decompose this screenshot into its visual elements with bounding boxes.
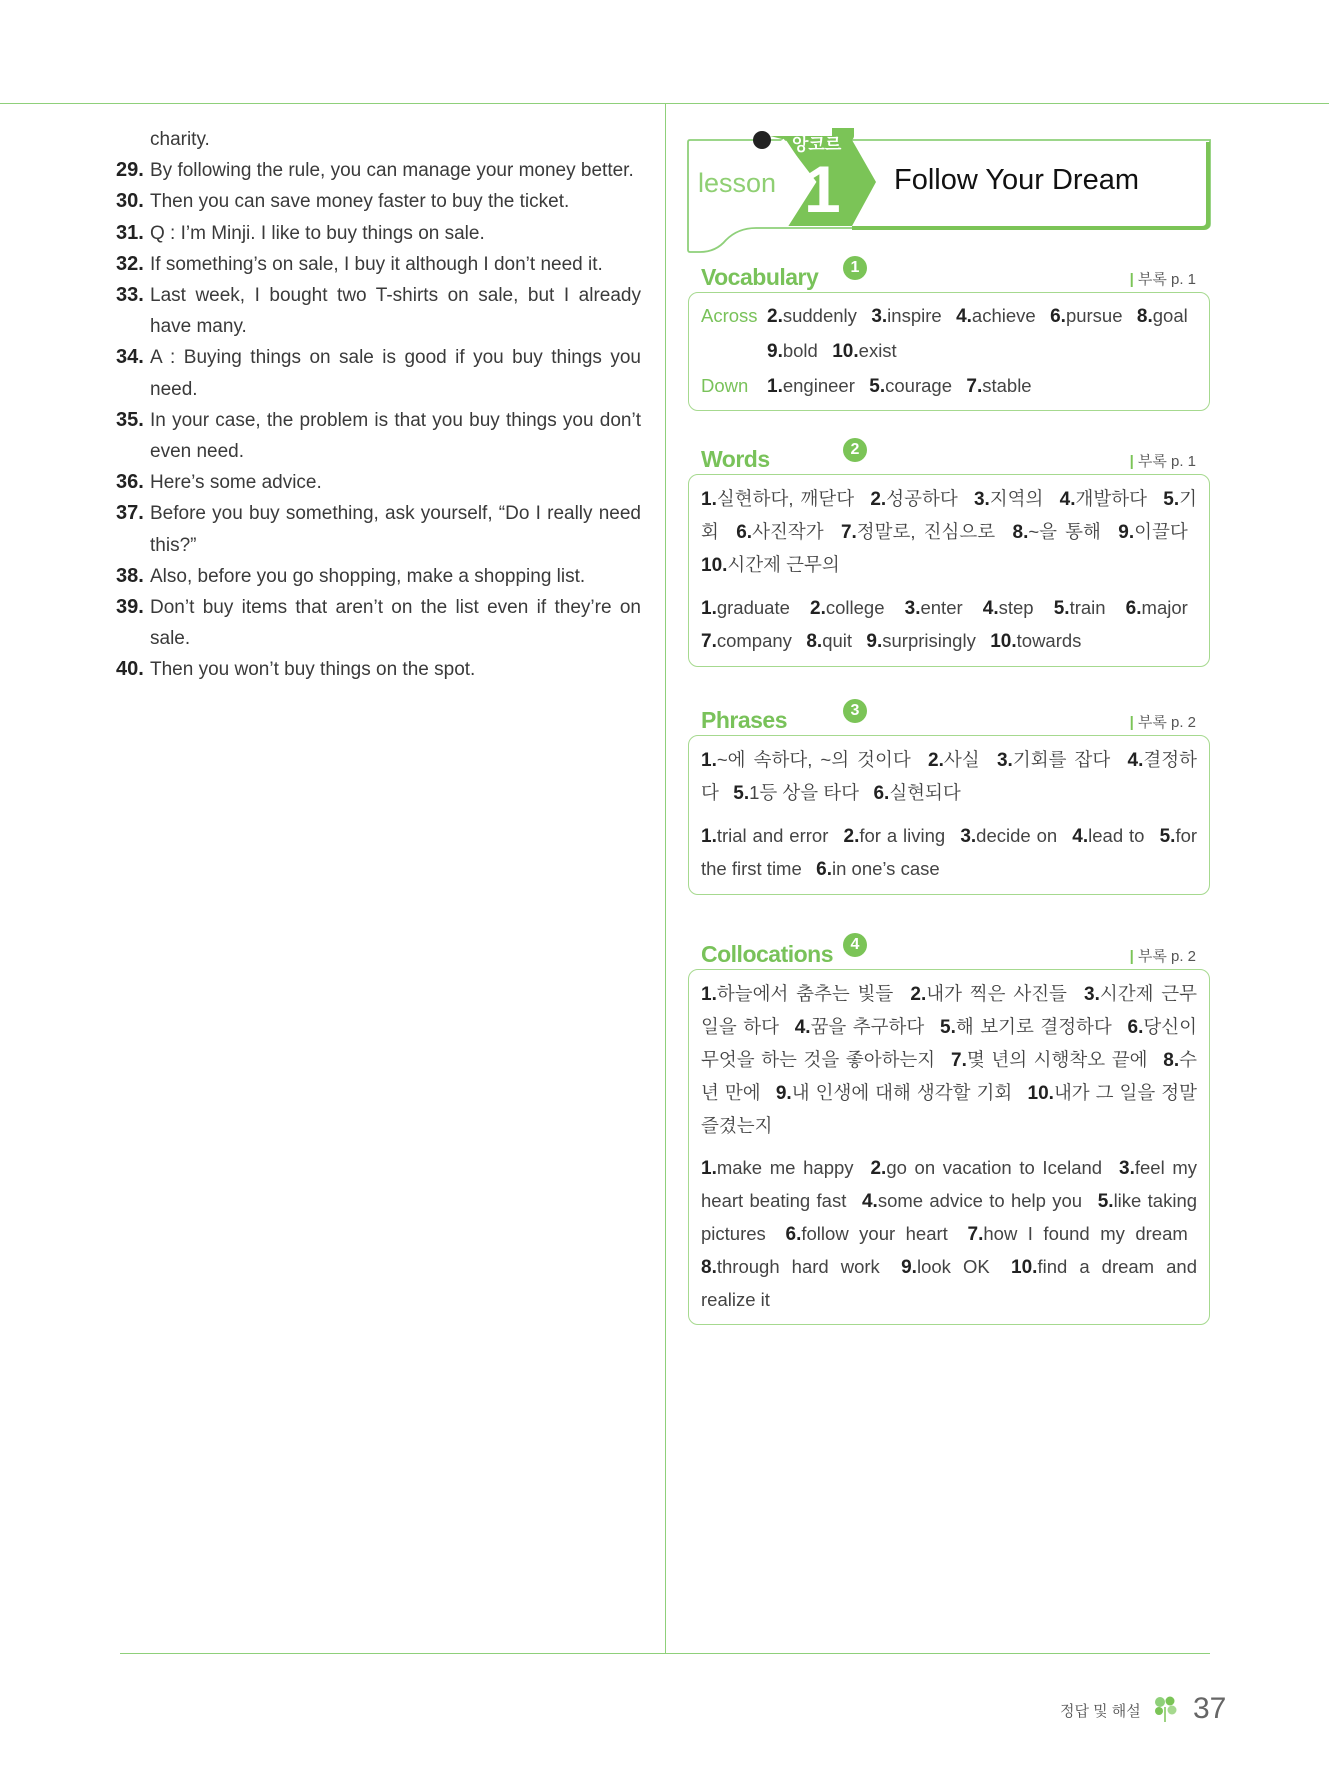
entry-number: 6.	[736, 522, 753, 543]
lesson-header	[686, 128, 1212, 254]
entry-text: college	[825, 597, 885, 618]
entry-text: 시간제 근무 일을 하다	[701, 983, 1198, 1037]
entry-number: 8.	[1012, 522, 1029, 543]
answer-entry	[997, 749, 1110, 770]
answer-number: 40.	[116, 658, 144, 681]
entry-number: 2.	[767, 306, 783, 327]
phrases-section	[688, 699, 1210, 895]
entry-text: through hard work	[716, 1256, 880, 1277]
entry-number: 5.	[1159, 826, 1176, 847]
answer-entry	[905, 597, 963, 618]
answer-text: Then you won’t buy things on the spot.	[150, 659, 476, 681]
entry-number: 9.	[901, 1257, 917, 1278]
entry-text: bold	[782, 340, 818, 361]
answer-entry	[966, 375, 1031, 396]
entry-number: 8.	[1163, 1050, 1180, 1071]
section-reference: | 부록 p. 2	[1129, 714, 1196, 731]
entry-number: 3.	[973, 489, 990, 510]
answer-item	[116, 592, 641, 654]
answer-entry	[701, 983, 893, 1004]
entry-text: achieve	[971, 305, 1036, 326]
entry-number: 1.	[701, 1158, 717, 1179]
answer-entry	[870, 1157, 1102, 1178]
entry-text: 정말로, 진심으로	[856, 521, 996, 542]
entry-number: 5.	[733, 783, 750, 804]
entry-number: 5.	[940, 1017, 956, 1038]
answer-entry	[974, 488, 1043, 509]
answer-text: Then you can save money faster to buy the ticket.	[150, 191, 570, 213]
entry-number: 5.	[1097, 1191, 1114, 1212]
entry-text: surprisingly	[882, 630, 976, 651]
answer-entry	[701, 597, 790, 618]
entry-text: suddenly	[782, 305, 857, 326]
entry-number: 3.	[871, 306, 888, 327]
entry-number: 3.	[1084, 984, 1100, 1005]
down-label: Down	[701, 375, 749, 396]
entry-text: graduate	[716, 597, 790, 618]
answer-entry	[844, 825, 946, 846]
entry-number: 4.	[1072, 826, 1089, 847]
entry-text: 시간제 근무의	[727, 554, 840, 575]
entry-number: 6.	[873, 783, 890, 804]
answer-text: Q : I’m Minji. I like to buy things on sale.	[150, 222, 485, 244]
entry-text: 하늘에서 춤추는 빛들	[716, 983, 894, 1004]
answer-text: Don’t buy items that aren’t on the list even if they’re on sale.	[150, 597, 641, 650]
answer-entry	[736, 521, 823, 542]
answer-entry	[928, 749, 980, 770]
entry-text: 개발하다	[1075, 488, 1148, 509]
entry-number: 9.	[1118, 522, 1135, 543]
answer-entry	[866, 630, 975, 651]
answer-number: 33.	[116, 284, 144, 307]
answer-entry	[795, 1016, 925, 1037]
section-title: Phrases	[701, 707, 788, 733]
entry-number: 7.	[966, 376, 983, 397]
entry-text: 지역의	[989, 488, 1044, 509]
answer-text: Before you buy something, ask yourself, “Do I really need this?”	[150, 503, 641, 556]
entry-text: 성공하다	[886, 488, 958, 509]
section-reference: | 부록 p. 2	[1129, 948, 1196, 965]
entry-text: decide on	[976, 825, 1058, 846]
entry-text: major	[1141, 597, 1188, 618]
answer-number: 34.	[116, 346, 144, 369]
answer-item	[116, 498, 641, 560]
entry-text: inspire	[887, 305, 942, 326]
answer-entry	[701, 488, 854, 509]
answer-item	[116, 249, 641, 280]
entry-text: follow your heart	[801, 1223, 948, 1244]
answer-entry	[1054, 597, 1106, 618]
entry-text: company	[716, 630, 792, 651]
entry-number: 6.	[1125, 598, 1142, 619]
entry-number: 7.	[701, 631, 717, 652]
entry-text: courage	[885, 375, 952, 396]
entry-number: 2.	[910, 984, 927, 1005]
entry-text: lead to	[1088, 825, 1145, 846]
page-number: 37	[1193, 1692, 1227, 1725]
answer-text: By following the rule, you can manage your money better.	[150, 160, 634, 182]
entry-text: 몇 년의 시행착오 끝에	[966, 1049, 1148, 1070]
answer-number: 36.	[116, 471, 144, 494]
answer-entry	[776, 1082, 1012, 1103]
entry-number: 1.	[701, 489, 717, 510]
answer-text: If something’s on sale, I buy it although I don’t need it.	[150, 253, 603, 275]
answer-item	[116, 467, 641, 498]
answer-entry	[1126, 597, 1188, 618]
answer-entry	[701, 825, 828, 846]
answer-entry	[871, 305, 941, 326]
entry-text: step	[998, 597, 1034, 618]
leaf-icon	[1150, 1693, 1180, 1723]
entry-number: 1.	[701, 826, 717, 847]
answer-item	[116, 405, 641, 467]
lesson-number: 1	[804, 152, 841, 226]
answer-entry	[1050, 305, 1122, 326]
entry-number: 10.	[1027, 1083, 1054, 1104]
entry-number: 7.	[967, 1224, 984, 1245]
answer-entry	[701, 1157, 854, 1178]
entry-number: 9.	[866, 631, 883, 652]
section-number-badge: 2	[843, 438, 867, 462]
words-box	[688, 474, 1210, 667]
entry-text: for a living	[859, 825, 946, 846]
entry-text: for the first time	[701, 825, 1198, 879]
answer-entry	[960, 825, 1057, 846]
entry-number: 7.	[951, 1050, 967, 1071]
entry-text: exist	[858, 340, 897, 361]
entry-text: goal	[1152, 305, 1188, 326]
entry-number: 1.	[701, 984, 717, 1005]
entry-text: look OK	[916, 1256, 990, 1277]
entry-text: in one’s case	[832, 858, 940, 879]
answer-item	[116, 561, 641, 592]
answer-entry	[1013, 521, 1101, 542]
collocations-box	[688, 969, 1210, 1325]
entry-number: 8.	[701, 1257, 717, 1278]
answer-item	[116, 342, 641, 404]
answer-item	[116, 218, 641, 249]
entry-number: 9.	[775, 1083, 792, 1104]
answer-text: Last week, I bought two T-shirts on sale, but I already have many.	[150, 285, 641, 338]
answer-entry	[869, 375, 952, 396]
answer-item	[116, 155, 641, 186]
entry-text: engineer	[782, 375, 855, 396]
entry-number: 3.	[996, 750, 1013, 771]
section-reference: | 부록 p. 1	[1129, 271, 1196, 288]
entry-text: ~에 속하다, ~의 것이다	[716, 749, 911, 770]
answer-item	[116, 124, 641, 155]
entry-number: 2.	[928, 750, 944, 771]
answer-entry	[910, 983, 1067, 1004]
entry-text: 수년 만에	[701, 1049, 1198, 1103]
answer-number: 31.	[116, 221, 144, 244]
entry-number: 1.	[701, 750, 717, 771]
answer-entry	[767, 305, 857, 326]
entry-number: 8.	[1136, 306, 1153, 327]
answer-entry	[701, 1256, 880, 1277]
entry-text: train	[1069, 597, 1106, 618]
entry-number: 6.	[1127, 1017, 1144, 1038]
entry-number: 1.	[701, 598, 717, 619]
answer-entry	[816, 858, 940, 879]
answer-number	[116, 124, 150, 155]
phrases-box	[688, 735, 1210, 895]
answer-list	[116, 124, 641, 686]
vocabulary-box	[688, 292, 1210, 411]
entry-text: like taking pictures	[701, 1190, 1198, 1244]
entry-text: 해 보기로 결정하다	[955, 1016, 1112, 1037]
entry-text: 내가 그 일을 정말 즐겼는지	[701, 1082, 1198, 1136]
entry-text: enter	[920, 597, 963, 618]
answer-entry	[701, 630, 792, 651]
entry-text: stable	[982, 375, 1032, 396]
section-title: Words	[701, 446, 770, 472]
entry-text: trial and error	[716, 825, 829, 846]
entry-number: 2.	[870, 489, 887, 510]
section-reference: | 부록 p. 1	[1129, 453, 1196, 470]
answer-entry	[951, 1049, 1147, 1070]
answer-entry	[832, 340, 896, 361]
answer-entry	[873, 782, 960, 803]
entry-number: 5.	[1053, 598, 1070, 619]
answer-text: In your case, the problem is that you buy things you don’t even need.	[150, 409, 641, 463]
answer-entry	[990, 630, 1081, 651]
entry-number: 7.	[840, 522, 857, 543]
entry-number: 10.	[832, 341, 859, 362]
section-number-badge: 1	[843, 256, 867, 280]
entry-number: 8.	[806, 631, 823, 652]
entry-number: 3.	[1119, 1158, 1135, 1179]
entry-text: how I found my dream	[983, 1223, 1188, 1244]
section-title: Vocabulary	[701, 264, 819, 290]
entry-text: 결정하다	[701, 749, 1198, 803]
answer-entry	[1137, 305, 1188, 326]
entry-number: 6.	[785, 1224, 802, 1245]
answer-entry	[810, 597, 885, 618]
answer-item	[116, 280, 641, 342]
answer-text: A : Buying things on sale is good if you buy things you need.	[150, 347, 641, 400]
entry-text: 내가 찍은 사진들	[926, 983, 1067, 1004]
footer-label: 정답 및 해설	[1060, 1703, 1141, 1720]
answer-text: charity.	[150, 129, 210, 150]
entry-text: ~을 통해	[1028, 521, 1101, 542]
entry-text: 실현되다	[889, 782, 961, 803]
answer-entry	[806, 630, 852, 651]
entry-text: 이끌다	[1134, 521, 1188, 542]
entry-number: 2.	[843, 826, 860, 847]
entry-number: 4.	[861, 1191, 878, 1212]
answer-entry	[940, 1016, 1112, 1037]
section-number-badge: 3	[843, 699, 867, 723]
entry-number: 4.	[956, 306, 972, 327]
collocations-section	[688, 933, 1210, 1325]
answer-number: 35.	[116, 408, 144, 431]
entry-number: 4.	[982, 598, 999, 619]
answer-number: 37.	[116, 502, 144, 525]
entry-number: 10.	[1011, 1257, 1038, 1278]
entry-number: 2.	[810, 598, 826, 619]
lesson-label: lesson	[698, 168, 777, 198]
answer-text: Also, before you go shopping, make a shopping list.	[150, 565, 586, 587]
bottom-rule	[120, 1653, 1210, 1654]
column-divider	[665, 103, 666, 1653]
entry-number: 4.	[1127, 750, 1144, 771]
entry-number: 2.	[870, 1158, 887, 1179]
answer-entry	[733, 782, 859, 803]
answer-number: 32.	[116, 252, 144, 275]
entry-text: some advice to help you	[877, 1190, 1083, 1211]
answer-entry	[901, 1256, 990, 1277]
answer-entry	[767, 340, 818, 361]
answer-entry	[956, 305, 1036, 326]
entry-number: 6.	[816, 859, 832, 880]
answer-entry	[701, 554, 840, 575]
across-label: Across	[701, 305, 758, 326]
entry-number: 3.	[904, 598, 921, 619]
entry-text: 실현하다, 깨닫다	[716, 488, 855, 509]
entry-number: 6.	[1050, 306, 1066, 327]
entry-text: make me happy	[716, 1157, 854, 1178]
answer-entry	[983, 597, 1034, 618]
entry-number: 4.	[794, 1017, 811, 1038]
lesson-tag: 앙코르	[792, 135, 842, 154]
entry-text: 내 인생에 대해 생각할 기회	[791, 1082, 1013, 1103]
answer-entry	[1072, 825, 1144, 846]
lesson-title: Follow Your Dream	[894, 164, 1139, 196]
entry-number: 4.	[1059, 489, 1076, 510]
entry-text: 기회를 잡다	[1012, 749, 1111, 770]
answer-entry	[870, 488, 957, 509]
answer-number: 30.	[116, 190, 144, 213]
entry-text: 사진작가	[752, 521, 824, 542]
words-section	[688, 438, 1210, 667]
entry-text: 사실	[943, 749, 980, 770]
answer-entry	[767, 375, 855, 396]
entry-text: find a dream and realize it	[701, 1256, 1198, 1310]
entry-number: 10.	[990, 631, 1017, 652]
answer-entry	[841, 521, 995, 542]
entry-number: 10.	[701, 555, 728, 576]
entry-text: pursue	[1065, 305, 1123, 326]
answer-entry	[1118, 521, 1187, 542]
entry-text: quit	[822, 630, 853, 651]
answer-text: Here’s some advice.	[150, 472, 322, 494]
answer-entry	[862, 1190, 1082, 1211]
entry-number: 5.	[1163, 489, 1180, 510]
section-title: Collocations	[701, 941, 834, 967]
entry-text: 꿈을 추구하다	[810, 1016, 925, 1037]
answer-entry	[786, 1223, 948, 1244]
vocabulary-section	[688, 256, 1210, 411]
entry-number: 3.	[960, 826, 977, 847]
entry-number: 9.	[767, 341, 783, 362]
answer-entry	[1060, 488, 1147, 509]
entry-number: 5.	[869, 376, 886, 397]
section-number-badge: 4	[843, 933, 867, 957]
entry-text: towards	[1016, 630, 1082, 651]
answer-number: 39.	[116, 596, 144, 619]
entry-text: 기회	[701, 488, 1197, 542]
answer-entry	[701, 749, 911, 770]
entry-text: 당신이 무엇을 하는 것을 좋아하는지	[701, 1016, 1198, 1070]
entry-number: 1.	[767, 376, 783, 397]
entry-text: go on vacation to Iceland	[886, 1157, 1103, 1178]
answer-number: 38.	[116, 564, 144, 587]
answer-item	[116, 186, 641, 217]
entry-text: feel my heart beating fast	[701, 1157, 1198, 1211]
answer-entry	[968, 1223, 1188, 1244]
entry-text: 1등 상을 타다	[749, 782, 860, 803]
answer-number: 29.	[116, 159, 144, 182]
answer-item	[116, 654, 641, 685]
